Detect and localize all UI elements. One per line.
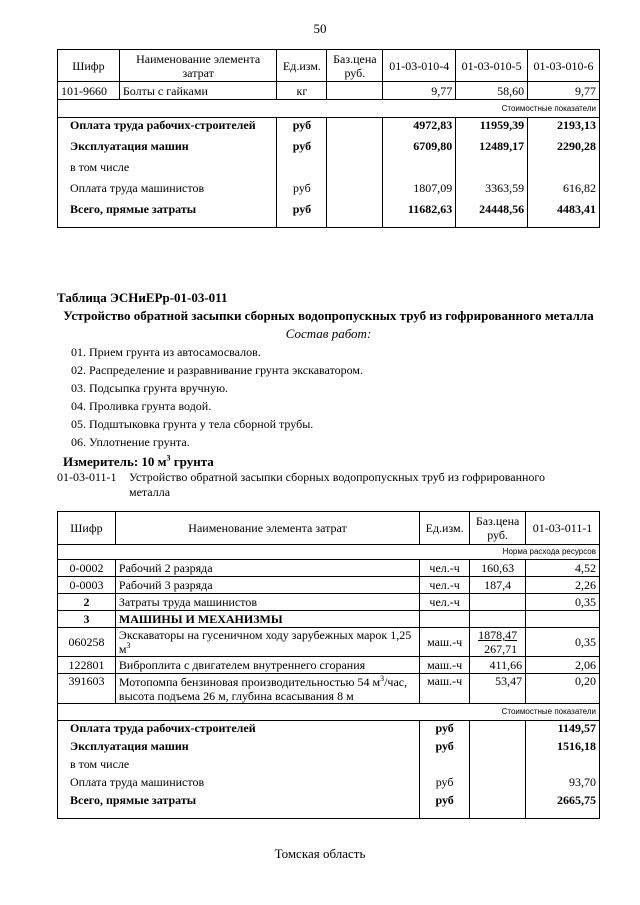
row-name: Мотопомпа бензиновая производительностью 54 $м^3$/час, высота подъема 26 м, глубина всасывания 8 м — [115, 674, 419, 704]
footer-region: Томская область — [274, 846, 366, 861]
norm-label: Норма расхода ресурсов — [58, 545, 600, 560]
row-code: 391603 — [58, 674, 116, 704]
row-price: 187,4 — [470, 577, 526, 594]
summary-price — [327, 118, 383, 139]
summary-row — [58, 775, 600, 793]
table-row — [58, 628, 600, 657]
summary-row — [58, 757, 600, 775]
summary-price — [470, 721, 526, 739]
row-value-6: 9,77 — [528, 82, 600, 100]
summary-value: 1149,57 — [526, 721, 600, 739]
row-code: 101-9660 — [58, 82, 120, 100]
col-header-price: Баз.цена руб. — [470, 512, 526, 545]
summary-row — [58, 139, 600, 160]
work-item: 04. Проливка грунта водой. — [71, 399, 212, 413]
resource-table-2 — [57, 511, 600, 819]
summary-name: Оплата труда машинистов — [58, 181, 277, 202]
summary-value-5 — [456, 160, 528, 181]
table-row — [58, 577, 600, 594]
summary-unit: руб — [277, 118, 327, 139]
summary-row — [58, 721, 600, 739]
col-header-rate: 01-03-011-1 — [526, 512, 600, 545]
summary-value-4: 6709,80 — [383, 139, 456, 160]
measurer: Измеритель: 10 $м^3$ грунта — [63, 453, 214, 469]
row-unit: маш.-ч — [420, 628, 470, 657]
row-code: 0-0003 — [58, 577, 116, 594]
work-item: 02. Распределение и разравнивание грунта экскаватором. — [71, 363, 364, 377]
resource-table-1 — [57, 49, 600, 228]
summary-name: Оплата труда рабочих-строителей — [58, 721, 420, 739]
row-unit: чел.-ч — [420, 577, 470, 594]
summary-value-6: 616,82 — [528, 181, 600, 202]
summary-name: Всего, прямые затраты — [58, 202, 277, 228]
summary-unit: руб — [420, 721, 470, 739]
row-unit: чел.-ч — [420, 594, 470, 611]
summary-value-4 — [383, 160, 456, 181]
summary-value — [526, 757, 600, 775]
table-row — [58, 611, 600, 628]
summary-price — [327, 202, 383, 228]
summary-name: в том числе — [58, 160, 277, 181]
row-name: Рабочий 2 разряда — [115, 560, 419, 577]
row-value: 0,35 — [526, 628, 600, 657]
summary-row — [58, 739, 600, 757]
table-row — [58, 82, 600, 100]
row-name: Виброплита с двигателем внутреннего сгорания — [115, 657, 419, 674]
row-name: МАШИНЫ И МЕХАНИЗМЫ — [115, 611, 419, 628]
summary-value: 93,70 — [526, 775, 600, 793]
work-item: 06. Уплотнение грунта. — [71, 435, 190, 449]
rate-code-line — [57, 470, 600, 500]
row-price: 53,47 — [470, 674, 526, 704]
summary-value-4: 1807,09 — [383, 181, 456, 202]
summary-unit: руб — [277, 181, 327, 202]
col-header-code: Шифр — [58, 512, 116, 545]
row-value: 0,20 — [526, 674, 600, 704]
col-header-rate-5: 01-03-010-5 — [456, 50, 528, 82]
summary-value-4: 4972,83 — [383, 118, 456, 139]
summary-value-5: 11959,39 — [456, 118, 528, 139]
summary-value-5: 24448,56 — [456, 202, 528, 228]
summary-name: Оплата труда рабочих-строителей — [58, 118, 277, 139]
row-code: 0-0002 — [58, 560, 116, 577]
summary-price — [470, 739, 526, 757]
row-value-4: 9,77 — [383, 82, 456, 100]
summary-row — [58, 202, 600, 228]
row-value: 2,26 — [526, 577, 600, 594]
row-value: 4,52 — [526, 560, 600, 577]
summary-name: Эксплуатация машин — [58, 139, 277, 160]
summary-value-4: 11682,63 — [383, 202, 456, 228]
col-header-price: Баз.цена руб. — [327, 50, 383, 82]
summary-unit: руб — [420, 739, 470, 757]
summary-unit: руб — [420, 775, 470, 793]
col-header-code: Шифр — [58, 50, 120, 82]
table-subtitle: Устройство обратной засыпки сборных водопропускных труб из гофрированного металла — [63, 308, 594, 323]
row-price: 1878,47 267,71 — [470, 628, 526, 657]
row-unit: маш.-ч — [420, 674, 470, 704]
row-value-5: 58,60 — [456, 82, 528, 100]
summary-name: Эксплуатация машин — [58, 739, 420, 757]
table-row — [58, 657, 600, 674]
summary-name: Оплата труда машинистов — [58, 775, 420, 793]
summary-row — [58, 160, 600, 181]
col-header-unit: Ед.изм. — [277, 50, 327, 82]
summary-value-6 — [528, 160, 600, 181]
table-title: Таблица ЭСНиЕРр-01-03-011 — [57, 290, 228, 305]
summary-value-6: 2193,13 — [528, 118, 600, 139]
summary-price — [470, 793, 526, 819]
summary-value: 1516,18 — [526, 739, 600, 757]
row-unit — [420, 611, 470, 628]
row-unit: чел.-ч — [420, 560, 470, 577]
summary-value-5: 12489,17 — [456, 139, 528, 160]
work-item: 03. Подсыпка грунта вручную. — [71, 381, 229, 395]
col-header-rate-4: 01-03-010-4 — [383, 50, 456, 82]
composition-heading: Состав работ: — [285, 326, 372, 341]
row-price — [470, 594, 526, 611]
summary-price — [470, 757, 526, 775]
cost-indicators-label: Стоимостные показатели — [58, 100, 600, 118]
summary-value-6: 4483,41 — [528, 202, 600, 228]
row-code: 2 — [58, 594, 116, 611]
row-value: 2,06 — [526, 657, 600, 674]
summary-row — [58, 181, 600, 202]
summary-unit: руб — [277, 139, 327, 160]
col-header-rate-6: 01-03-010-6 — [528, 50, 600, 82]
summary-value: 2665,75 — [526, 793, 600, 819]
col-header-unit: Ед.изм. — [420, 512, 470, 545]
summary-row — [58, 793, 600, 819]
work-item: 05. Подштыковка грунта у тела сборной трубы. — [71, 417, 314, 431]
summary-unit — [277, 160, 327, 181]
row-price — [470, 611, 526, 628]
summary-name: в том числе — [58, 757, 420, 775]
table-row — [58, 594, 600, 611]
summary-price — [327, 181, 383, 202]
summary-value-6: 2290,28 — [528, 139, 600, 160]
row-name: Рабочий 3 разряда — [115, 577, 419, 594]
table-row — [58, 560, 600, 577]
row-code: 060258 — [58, 628, 116, 657]
row-price — [327, 82, 383, 100]
summary-unit: руб — [277, 202, 327, 228]
row-name: Экскаваторы на гусеничном ходу зарубежных марок 1,25 $м^3$ — [115, 628, 419, 657]
col-header-name: Наименование элемента затрат — [119, 50, 277, 82]
row-name: Затраты труда машинистов — [115, 594, 419, 611]
summary-price — [327, 160, 383, 181]
col-header-name: Наименование элемента затрат — [115, 512, 419, 545]
row-unit: кг — [277, 82, 327, 100]
row-name: Болты с гайками — [119, 82, 277, 100]
row-value — [526, 611, 600, 628]
page-number: 50 — [313, 21, 327, 36]
rate-description: Устройство обратной засыпки сборных водопропускных труб из гофрированного металла — [129, 470, 546, 499]
row-price: 411,66 — [470, 657, 526, 674]
row-price: 160,63 — [470, 560, 526, 577]
summary-price — [327, 139, 383, 160]
summary-unit: руб — [420, 793, 470, 819]
rate-code: 01-03-011-1 — [57, 470, 117, 484]
row-code: 3 — [58, 611, 116, 628]
summary-value-5: 3363,59 — [456, 181, 528, 202]
summary-row — [58, 118, 600, 139]
summary-unit — [420, 757, 470, 775]
cost-indicators-label: Стоимостные показатели — [58, 704, 600, 721]
work-item: 01. Прием грунта из автосамосвалов. — [71, 345, 261, 359]
summary-name: Всего, прямые затраты — [58, 793, 420, 819]
row-value: 0,35 — [526, 594, 600, 611]
row-code: 122801 — [58, 657, 116, 674]
table-row — [58, 674, 600, 704]
row-unit: маш.-ч — [420, 657, 470, 674]
summary-price — [470, 775, 526, 793]
